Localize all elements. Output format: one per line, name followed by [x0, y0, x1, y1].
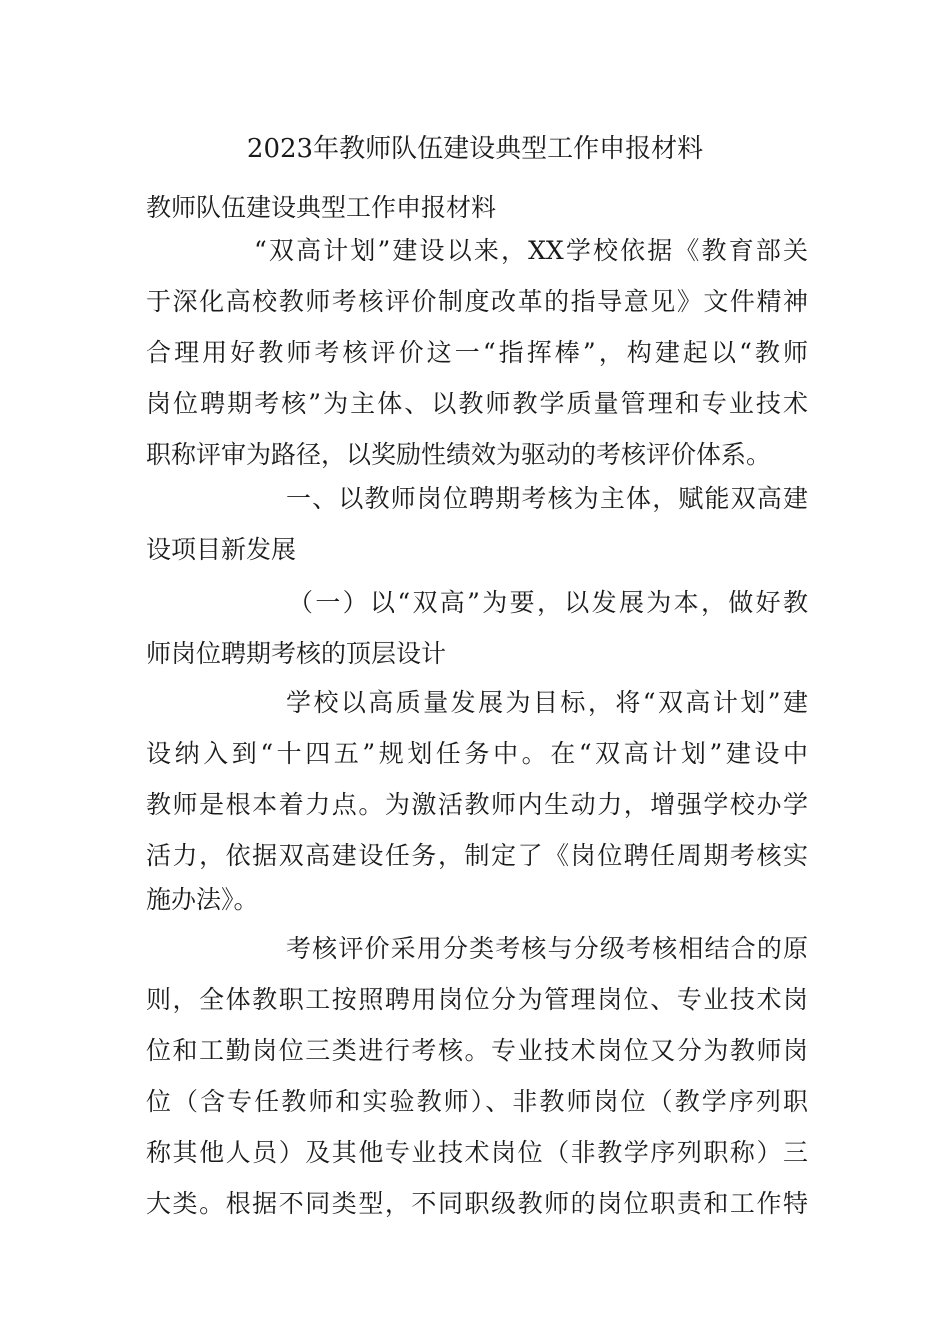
paragraph-line: 大类。根据不同类型，不同职级教师的岗位职责和工作特: [146, 1189, 808, 1218]
subheading-line: （一）以“双高”为要，以发展为本，做好教: [288, 588, 808, 617]
paragraph-line: 于深化高校教师考核评价制度改革的指导意见》文件精神: [146, 287, 808, 316]
paragraph-line: 学校以高质量发展为目标，将“双高计划”建: [286, 688, 808, 717]
paragraph-line: 岗位聘期考核”为主体、以教师教学质量管理和专业技术: [146, 389, 808, 418]
paragraph-line: 活力，依据双高建设任务，制定了《岗位聘任周期考核实: [146, 841, 808, 870]
paragraph-line: 位和工勤岗位三类进行考核。专业技术岗位又分为教师岗: [146, 1036, 808, 1065]
paragraph-line: 位（含专任教师和实验教师）、非教师岗位（教学序列职: [146, 1087, 808, 1116]
heading-line: 设项目新发展: [146, 535, 297, 564]
subtitle-line: 教师队伍建设典型工作申报材料: [146, 193, 497, 222]
paragraph-line: 职称评审为路径，以奖励性绩效为驱动的考核评价体系。: [146, 440, 772, 469]
paragraph-line: 称其他人员）及其他专业技术岗位（非教学序列职称）三: [146, 1138, 808, 1167]
paragraph-line: “双高计划”建设以来，XX学校依据《教育部关: [254, 236, 808, 265]
paragraph-line: 则，全体教职工按照聘用岗位分为管理岗位、专业技术岗: [146, 985, 808, 1014]
paragraph-line: 设纳入到“十四五”规划任务中。在“双高计划”建设中: [146, 739, 808, 768]
heading-line: 一、以教师岗位聘期考核为主体，赋能双高建: [286, 484, 808, 513]
paragraph-line: 施办法》。: [146, 885, 259, 914]
subheading-line: 师岗位聘期考核的顶层设计: [146, 639, 447, 668]
paragraph-line: 考核评价采用分类考核与分级考核相结合的原: [286, 934, 808, 963]
paragraph-line: 教师是根本着力点。为激活教师内生动力，增强学校办学: [146, 790, 808, 819]
paragraph-line: 合理用好教师考核评价这一“指挥棒”，构建起以“教师: [146, 338, 808, 367]
document-title: 2023年教师队伍建设典型工作申报材料: [246, 134, 704, 164]
